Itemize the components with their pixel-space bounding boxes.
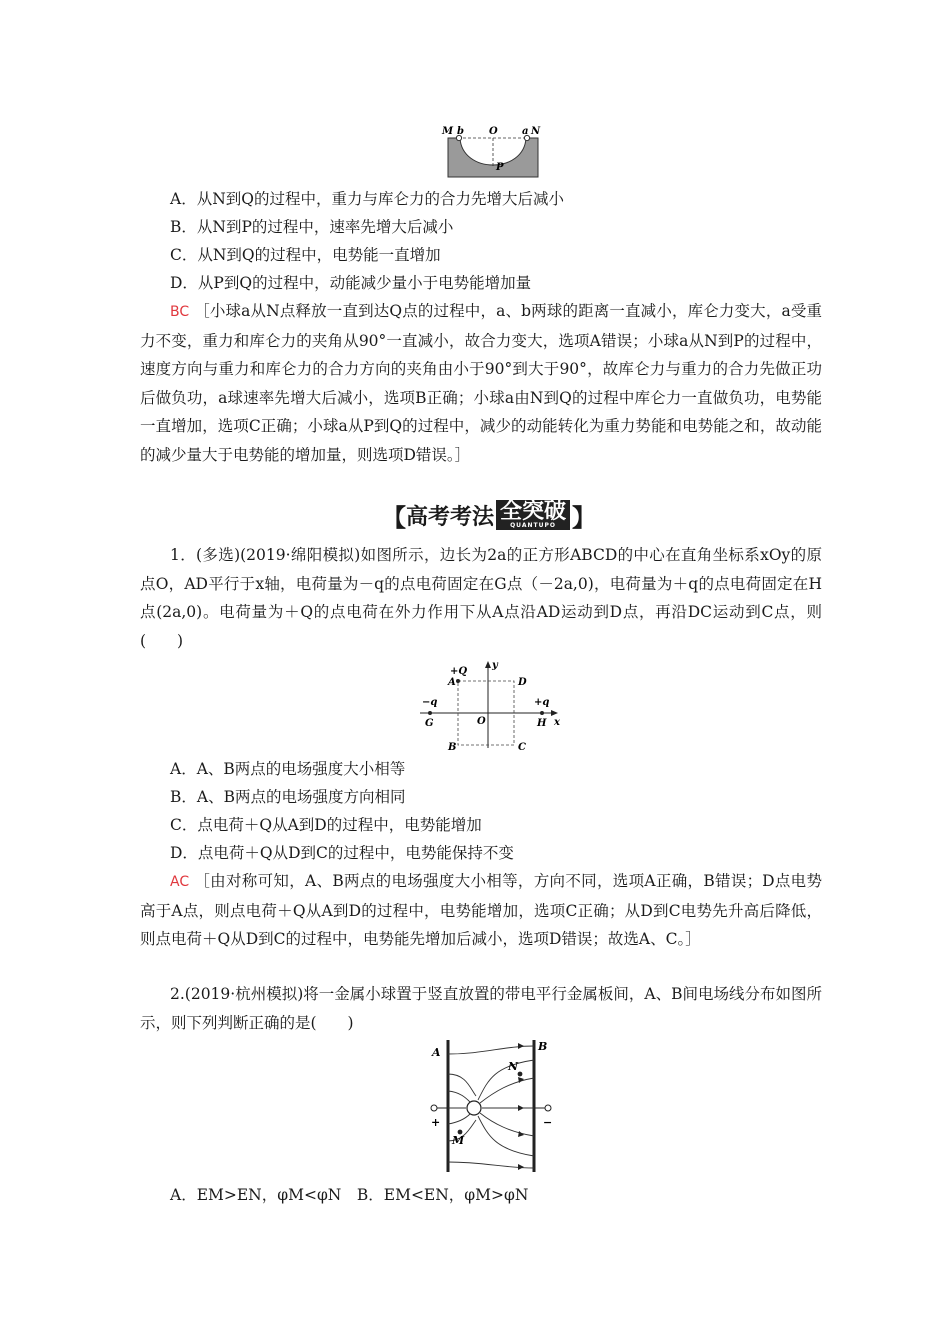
q2-options-ab: A．EM>EN，φM<φN B．EM<EN，φM>φN xyxy=(170,1186,529,1204)
arrow-2 xyxy=(518,1105,524,1111)
arrow-1 xyxy=(518,1043,524,1049)
charge-H xyxy=(540,711,544,715)
bowl-figure xyxy=(438,122,548,180)
charge-G xyxy=(428,711,432,715)
label-M: M xyxy=(442,126,454,137)
label-C: C xyxy=(518,742,526,752)
q1-option-c: C．点电荷＋Q从A到D的过程中，电势能增加 xyxy=(170,816,482,834)
label-B: B xyxy=(448,742,457,752)
label-minusq: −q xyxy=(422,697,438,708)
prev-option-a: A．从N到Q的过程中，重力与库仑力的合力先增大后减小 xyxy=(170,190,564,208)
label-minus: − xyxy=(543,1116,553,1129)
label-D: D xyxy=(518,677,527,688)
banner-tag-sub: QUANTUPO xyxy=(510,522,556,529)
q1-option-b: B．A、B两点的电场强度方向相同 xyxy=(170,788,406,806)
q2-stem: 2.(2019·杭州模拟)将一金属小球置于竖直放置的带电平行金属板间，A、B间电场线分布如图所示，则下列判断正确的是( ) xyxy=(140,985,822,1032)
banner-title: 高考考法 xyxy=(406,504,495,530)
label-H: H xyxy=(537,718,547,729)
label-P: P xyxy=(496,162,504,173)
label-b: b xyxy=(457,126,464,137)
label-N: N xyxy=(508,1060,519,1073)
label-y: y xyxy=(492,660,498,671)
field-line-2 xyxy=(448,1074,476,1096)
q1-stem: 1．(多选)(2019·绵阳模拟)如图所示，边长为2a的正方形ABCD的中心在直角坐标系xOy的原点O，AD平行于x轴，电荷量为－q的点电荷固定在G点（－2a,0)，电荷量为＋q的点电荷固定在H点(2a,0)。电荷量为＋Q的点电荷在外力作用下从A点沿AD运动到D点，再沿DC运动到C点，则( ) xyxy=(140,546,822,650)
section-banner xyxy=(382,499,596,531)
charge-A xyxy=(456,679,460,683)
label-plusQ: +Q xyxy=(450,666,468,677)
y-axis-arrow xyxy=(485,661,491,668)
banner-left-bracket: 【 xyxy=(382,503,406,532)
label-O: O xyxy=(489,126,498,137)
field-line-3 xyxy=(448,1091,470,1102)
prev-option-d: D．从P到Q的过程中，动能减少量小于电势能增加量 xyxy=(170,274,532,292)
field-figure xyxy=(424,1036,584,1174)
terminal-left xyxy=(431,1105,437,1111)
prev-explanation: ［小球a从N点释放一直到达Q点的过程中，a、b两球的距离一直减小，库仑力变大，a受重力不变，重力和库仑力的夹角从90°一直减小，故合力变大，选项A错误；小球a从N到P的过程中，速度方向与重力和库仑力的合力方向的夹角由小于90°到大于90°，故库仑力与重力的合力先做正功后做负功，a球速率先增大后减小，选项B正确；小球a由N到Q的过程中库仑力一直做负功，电势能一直增加，选项C正确；小球a从P到Q的过程中，减少的动能转化为重力势能和电势能之和，故动能的减少量大于电势能的增加量，则选项D错误。］ xyxy=(140,302,822,464)
x-axis-arrow xyxy=(551,710,558,716)
label-B: B xyxy=(538,1040,548,1053)
q1-option-d: D．点电荷＋Q从D到C的过程中，电势能保持不变 xyxy=(170,844,514,862)
banner-tag-text: 全突破 xyxy=(500,499,567,524)
label-plus: + xyxy=(431,1116,441,1129)
prev-explanation-block xyxy=(140,297,822,469)
metal-ball xyxy=(467,1101,481,1115)
label-plusq: +q xyxy=(534,697,550,708)
banner-right-bracket: 】 xyxy=(572,503,597,532)
field-line-5 xyxy=(448,1114,470,1124)
label-a: a xyxy=(522,126,529,137)
label-A: A xyxy=(432,1046,441,1059)
terminal-right xyxy=(545,1105,551,1111)
label-M: M xyxy=(452,1134,465,1147)
arrow-5 xyxy=(518,1164,524,1170)
prev-answer: BC xyxy=(170,304,190,320)
prev-option-b: B．从N到P的过程中，速率先增大后减小 xyxy=(170,218,454,236)
square-figure xyxy=(418,656,568,752)
q1-answer: AC xyxy=(170,874,190,890)
point-N xyxy=(518,1072,523,1077)
prev-option-c: C．从N到Q的过程中，电势能一直增加 xyxy=(170,246,441,264)
field-line-11 xyxy=(478,1116,534,1156)
label-x: x xyxy=(554,717,560,728)
label-N: N xyxy=(531,126,541,137)
banner-tag xyxy=(496,500,570,530)
label-O: O xyxy=(477,716,486,727)
q1-option-a: A．A、B两点的电场强度大小相等 xyxy=(170,760,406,778)
q1-explanation-block xyxy=(140,867,822,954)
q1-explanation: ［由对称可知，A、B两点的电场强度大小相等，方向不同，选项A正确，B错误；D点电势高于A点，则点电荷＋Q从A到D的过程中，电势能增加，选项C正确；从D到C电势先升高后降低，则点电荷＋Q从D到C的过程中，电势能先增加后减小，选项D错误；故选A、C。］ xyxy=(140,872,822,948)
label-A: A xyxy=(448,677,456,688)
label-G: G xyxy=(425,718,434,729)
